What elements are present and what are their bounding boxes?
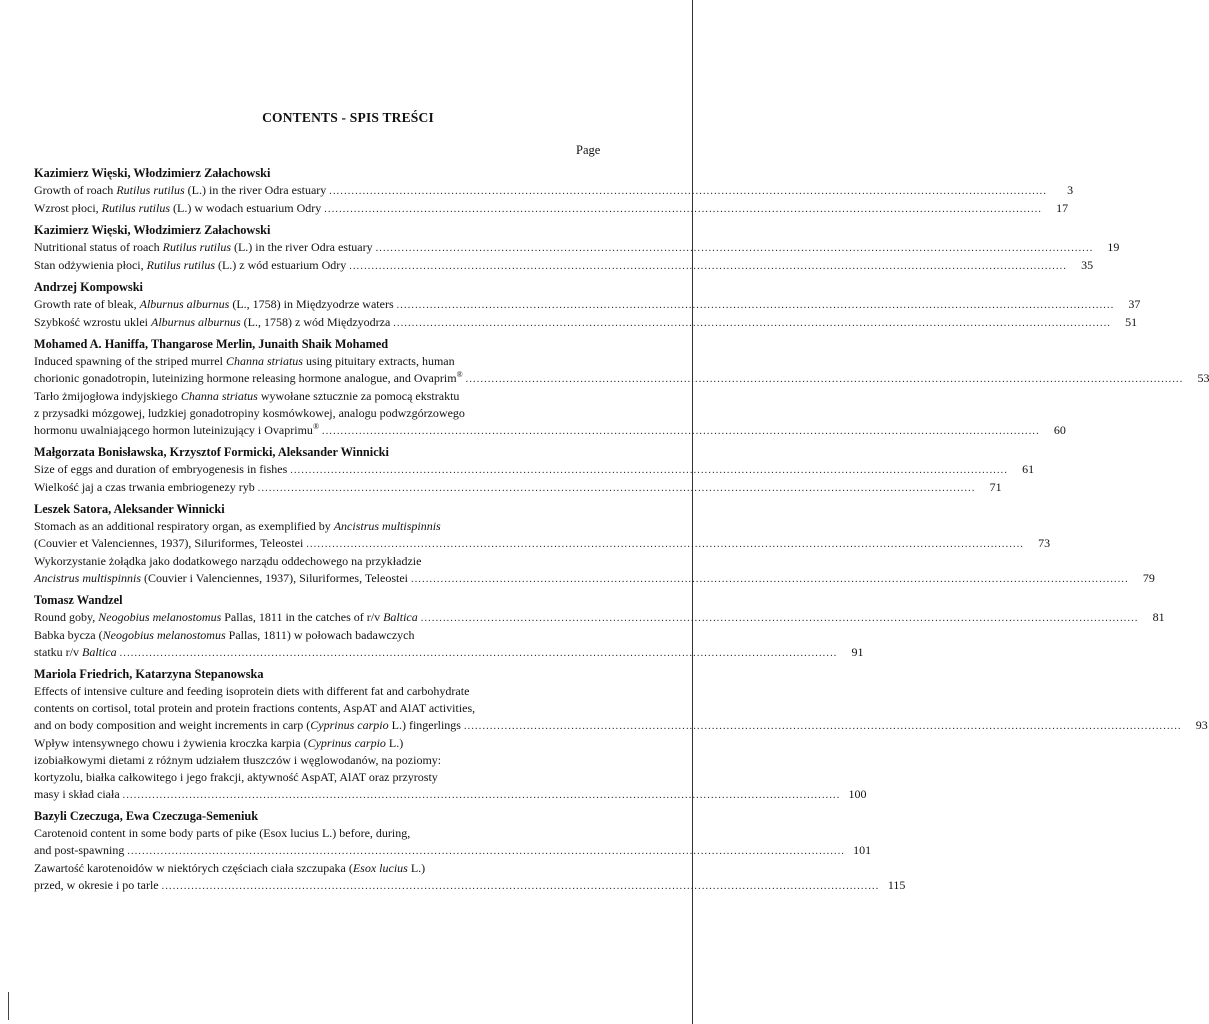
entry-authors: Kazimierz Więski, Włodzimierz Załachowski [34, 166, 271, 180]
page-number: 101 [853, 843, 872, 857]
toc-entry [34, 279, 1141, 332]
article-title-line[interactable]: masy i skład ciała .................................................................................................................................................................................................. 100 [34, 786, 596, 804]
article-title-line[interactable]: chorionic gonadotropin, luteinizing hormone releasing hormone analogue, and Ovaprim® .................................................................................................................................................................................................. 53 [34, 370, 596, 388]
dot-leader: .................................................................................................................................................................................................. [349, 261, 1068, 272]
page-number: 17 [1056, 201, 1069, 215]
page-number: 61 [1022, 462, 1035, 476]
dot-leader: .................................................................................................................................................................................................. [322, 426, 1040, 437]
dot-leader: .................................................................................................................................................................................................. [127, 846, 846, 857]
article-title-line[interactable]: Nutritional status of roach Rutilus rutilus (L.) in the river Odra estuary .................................................................................................................................................................................................. 19 [34, 239, 596, 257]
dot-leader: .................................................................................................................................................................................................. [324, 204, 1043, 215]
dot-leader: .................................................................................................................................................................................................. [393, 318, 1112, 329]
toc-entry [34, 501, 1155, 588]
right-edge-line [692, 0, 693, 1024]
page-number: 53 [1197, 371, 1209, 385]
article-title-line[interactable]: Wpływ intensywnego chowu i żywienia kroczka karpia (Cyprinus carpio L.) [34, 736, 404, 750]
article-title-line[interactable]: and on body composition and weight increments in carp (Cyprinus carpio L.) fingerlings .................................................................................................................................................................................................. 93 [34, 717, 596, 735]
page-number: 73 [1038, 536, 1051, 550]
article-title-line[interactable]: Effects of intensive culture and feeding isoprotein diets with different fat and carbohydrate [34, 684, 470, 698]
page-column-heading: Page [576, 143, 601, 157]
entry-authors: Mohamed A. Haniffa, Thangarose Merlin, Junaith Shaik Mohamed [34, 337, 389, 351]
article-title-line[interactable]: (Couvier et Valenciennes, 1937), Siluriformes, Teleostei .................................................................................................................................................................................................. 73 [34, 535, 596, 553]
dot-leader: .................................................................................................................................................................................................. [463, 721, 1182, 732]
page-number: 100 [848, 787, 867, 801]
toc-entry [34, 165, 1074, 218]
dot-leader: .................................................................................................................................................................................................. [375, 243, 1094, 254]
article-title-line[interactable]: Wykorzystanie żołądka jako dodatkowego narządu oddechowego na przykładzie [34, 554, 422, 568]
entry-authors: Bazyli Czeczuga, Ewa Czeczuga-Semeniuk [34, 809, 259, 823]
left-edge-mark [8, 992, 9, 1020]
article-title-line[interactable]: contents on cortisol, total protein and protein fractions contents, AspAT and AlAT activities, [34, 701, 476, 715]
entry-authors: Małgorzata Bonisławska, Krzysztof Formicki, Aleksander Winnicki [34, 445, 389, 459]
dot-leader: .................................................................................................................................................................................................. [122, 790, 841, 801]
dot-leader: .................................................................................................................................................................................................. [465, 374, 1184, 385]
article-title-line[interactable]: Wzrost płoci, Rutilus rutilus (L.) w wodach estuarium Odry .................................................................................................................................................................................................. 17 [34, 200, 596, 218]
entry-authors: Tomasz Wandzel [34, 593, 123, 607]
dot-leader: .................................................................................................................................................................................................. [306, 539, 1025, 550]
article-title-line[interactable]: Round goby, Neogobius melanostomus Pallas, 1811 in the catches of r/v Baltica .................................................................................................................................................................................................. 81 [34, 609, 596, 627]
toc-entry [34, 592, 1165, 662]
dot-leader: .................................................................................................................................................................................................. [257, 483, 976, 494]
dot-leader: .................................................................................................................................................................................................. [161, 881, 880, 892]
article-title-line[interactable]: izobiałkowymi dietami z różnym udziałem tłuszczów i węglowodanów, na poziomy: [34, 753, 442, 767]
page-number: 51 [1125, 315, 1138, 329]
article-title-line[interactable]: statku r/v Baltica .................................................................................................................................................................................................. 91 [34, 644, 596, 662]
entry-authors: Leszek Satora, Aleksander Winnicki [34, 502, 225, 516]
article-title-line[interactable]: Growth of roach Rutilus rutilus (L.) in the river Odra estuary .................................................................................................................................................................................................. 3 [34, 182, 596, 200]
page-title: CONTENTS - SPIS TREŚCI [262, 110, 434, 125]
page-number: 71 [989, 480, 1002, 494]
page-number: 3 [1067, 183, 1074, 197]
article-title-line[interactable]: kortyzolu, białka całkowitego i jego frakcji, aktywność AspAT, AlAT oraz przyrosty [34, 770, 438, 784]
dot-leader: .................................................................................................................................................................................................. [329, 186, 1048, 197]
entry-authors: Andrzej Kompowski [34, 280, 143, 294]
article-title-line[interactable]: Induced spawning of the striped murrel Channa striatus using pituitary extracts, human [34, 354, 455, 368]
article-title-line[interactable]: Wielkość jaj a czas trwania embriogenezy ryb .................................................................................................................................................................................................. 71 [34, 479, 596, 497]
article-title-line[interactable]: Ancistrus multispinnis (Couvier i Valenciennes, 1937), Siluriformes, Teleostei .................................................................................................................................................................................................. 79 [34, 570, 596, 588]
article-title-line[interactable]: z przysadki mózgowej, ludzkiej gonadotropiny kosmówkowej, analogu podwzgórzowego [34, 406, 465, 420]
article-title-line[interactable]: Babka bycza (Neogobius melanostomus Pallas, 1811) w połowach badawczych [34, 628, 415, 642]
page-number: 19 [1107, 240, 1120, 254]
page-number: 60 [1053, 423, 1066, 437]
toc-entry [34, 666, 1208, 804]
page-number: 37 [1128, 297, 1141, 311]
dot-leader: .................................................................................................................................................................................................. [411, 574, 1129, 585]
article-title-line[interactable]: Tarło żmijogłowa indyjskiego Channa striatus wywołane sztucznie za pomocą ekstraktu [34, 389, 460, 403]
entry-authors: Kazimierz Więski, Włodzimierz Załachowski [34, 223, 271, 237]
registered-mark: ® [312, 422, 320, 431]
dot-leader: .................................................................................................................................................................................................. [290, 465, 1009, 476]
article-title-line[interactable]: Stomach as an additional respiratory organ, as exemplified by Ancistrus multispinnis [34, 519, 441, 533]
dot-leader: .................................................................................................................................................................................................. [119, 648, 838, 659]
article-title-line[interactable]: Szybkość wzrostu uklei Alburnus alburnus (L., 1758) z wód Międzyodrza .................................................................................................................................................................................................. 51 [34, 314, 596, 332]
table-of-contents [34, 165, 1209, 899]
page-number: 81 [1152, 610, 1165, 624]
article-title-line[interactable]: hormonu uwalniającego hormon luteinizujący i Ovaprimu® .................................................................................................................................................................................................. 60 [34, 422, 596, 440]
page-number: 115 [887, 878, 906, 892]
article-title-line[interactable]: Stan odżywienia płoci, Rutilus rutilus (L.) z wód estuarium Odry .................................................................................................................................................................................................. 35 [34, 257, 596, 275]
article-title-line[interactable]: Size of eggs and duration of embryogenesis in fishes .................................................................................................................................................................................................. 61 [34, 461, 596, 479]
article-title-line[interactable]: Carotenoid content in some body parts of pike (Esox lucius L.) before, during, [34, 826, 411, 840]
page-number: 35 [1081, 258, 1094, 272]
registered-mark: ® [456, 370, 463, 379]
entry-authors: Mariola Friedrich, Katarzyna Stepanowska [34, 667, 264, 681]
page-number: 93 [1195, 718, 1208, 732]
article-title-line[interactable]: Growth rate of bleak, Alburnus alburnus (L., 1758) in Międzyodrze waters .................................................................................................................................................................................................. 37 [34, 296, 596, 314]
page-number: 79 [1142, 571, 1155, 585]
toc-entry [34, 222, 1120, 275]
dot-leader: .................................................................................................................................................................................................. [396, 300, 1115, 311]
toc-entry [34, 444, 1035, 497]
article-title-line[interactable]: Zawartość karotenoidów w niektórych częściach ciała szczupaka (Esox lucius L.) [34, 861, 426, 875]
article-title-line[interactable]: and post-spawning .................................................................................................................................................................................................. 101 [34, 842, 596, 860]
dot-leader: .................................................................................................................................................................................................. [420, 613, 1139, 624]
article-title-line[interactable]: przed, w okresie i po tarle .................................................................................................................................................................................................. 115 [34, 877, 596, 895]
toc-entry [34, 336, 1209, 440]
toc-entry [34, 808, 906, 895]
page-number: 91 [851, 645, 864, 659]
